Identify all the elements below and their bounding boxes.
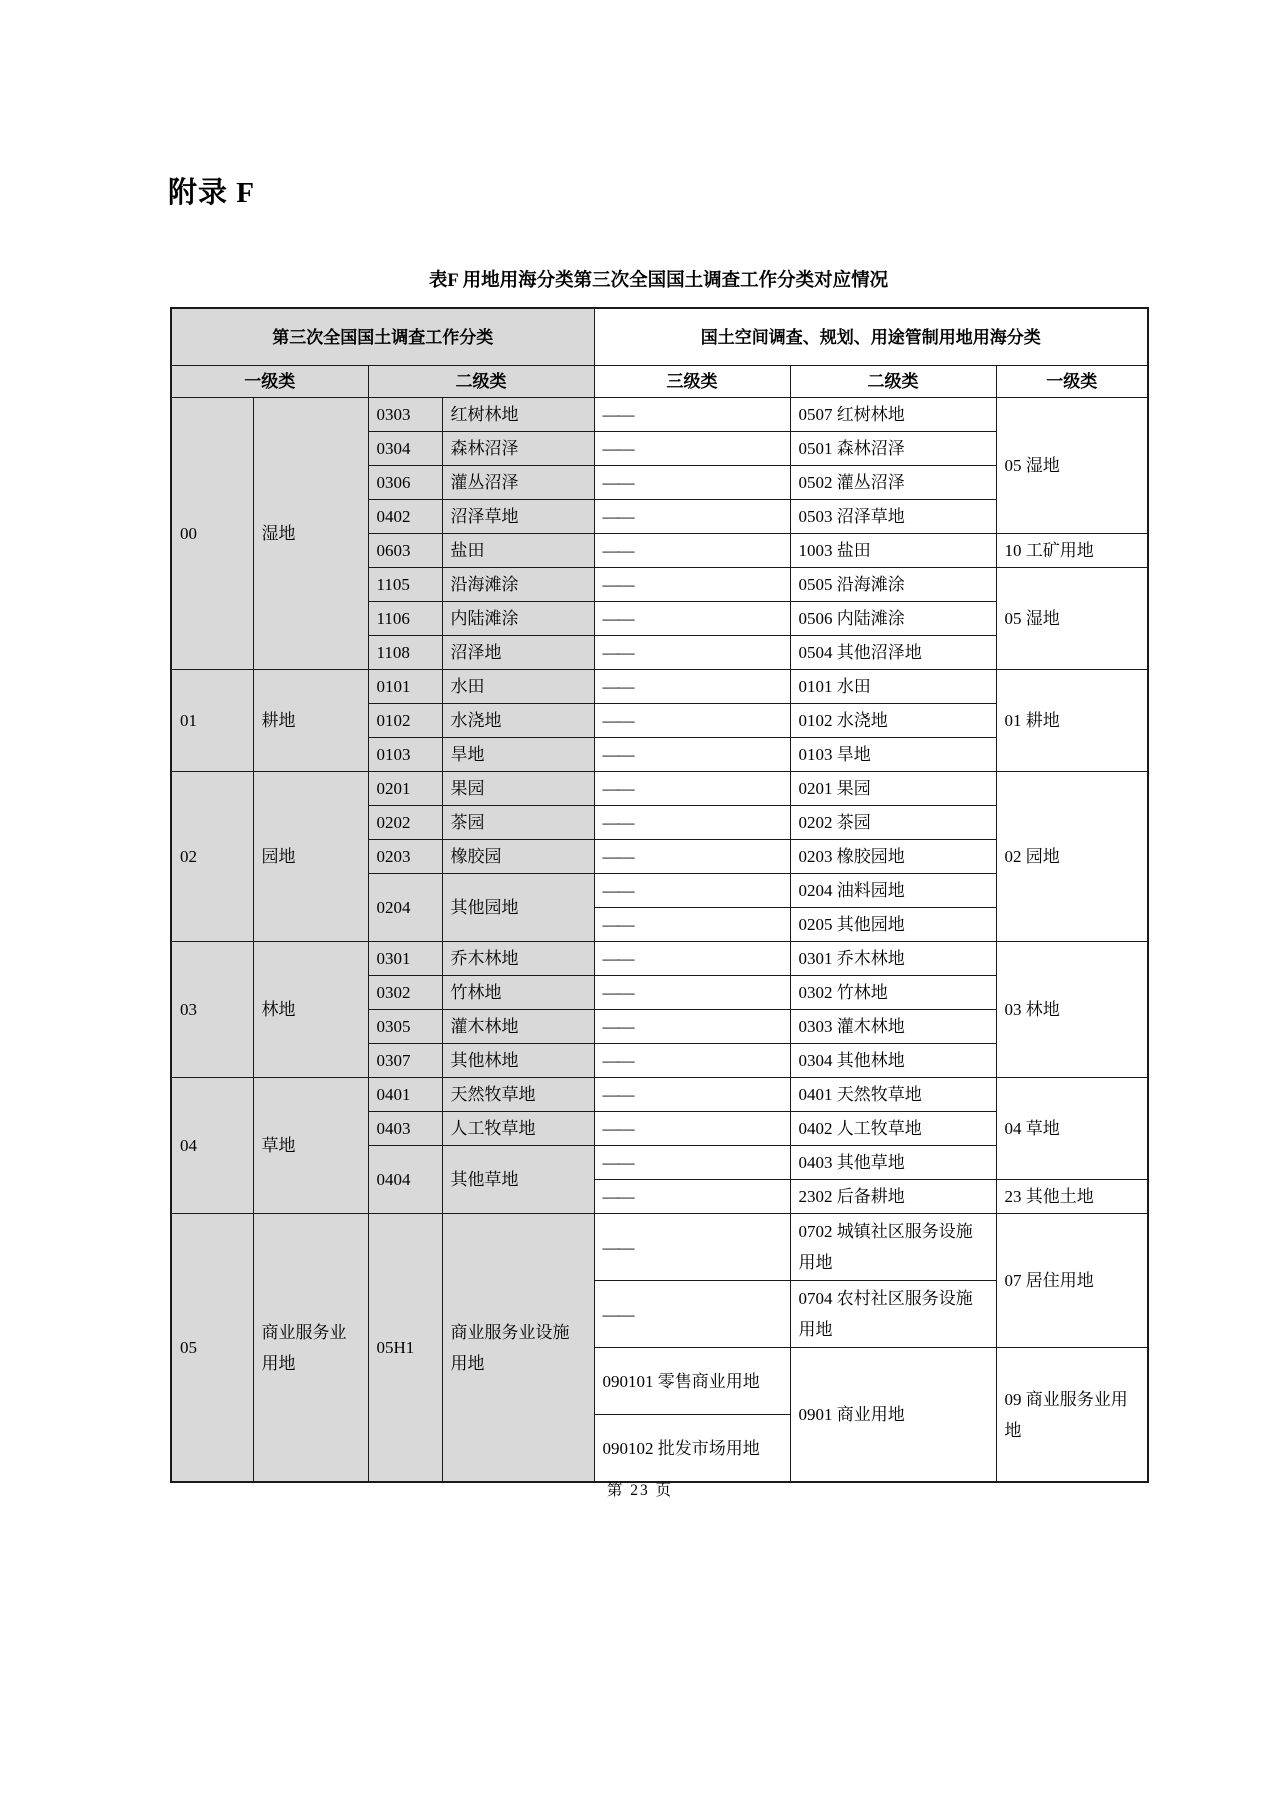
cell: 0506 内陆滩涂 <box>790 602 996 636</box>
cell: 乔木林地 <box>442 942 594 976</box>
cell: —— <box>594 500 790 534</box>
cell: 红树林地 <box>442 398 594 432</box>
cell: 0403 <box>368 1112 442 1146</box>
cell: —— <box>594 568 790 602</box>
cell: 23 其他土地 <box>996 1180 1148 1214</box>
cell: 07 居住用地 <box>996 1214 1148 1348</box>
cell: —— <box>594 772 790 806</box>
table-row <box>171 942 1148 976</box>
cell: 人工牧草地 <box>442 1112 594 1146</box>
cell: 盐田 <box>442 534 594 568</box>
cell: 0101 水田 <box>790 670 996 704</box>
cell: 0204 <box>368 874 442 942</box>
cell: 03 <box>171 942 253 1078</box>
cell: 09 商业服务业用地 <box>996 1348 1148 1483</box>
cell: 0702 城镇社区服务设施用地 <box>790 1214 996 1281</box>
cell: 0603 <box>368 534 442 568</box>
cell: 00 <box>171 398 253 670</box>
cell: 0302 <box>368 976 442 1010</box>
cell: 0306 <box>368 466 442 500</box>
cell: —— <box>594 398 790 432</box>
appendix-title: 附录 F <box>168 177 255 209</box>
cell: 湿地 <box>253 398 368 670</box>
cell: —— <box>594 466 790 500</box>
cell: —— <box>594 432 790 466</box>
cell: 0504 其他沼泽地 <box>790 636 996 670</box>
cell: 沼泽地 <box>442 636 594 670</box>
cell: 茶园 <box>442 806 594 840</box>
cell: 0202 <box>368 806 442 840</box>
header-columns-row <box>171 366 1148 398</box>
cell: 1105 <box>368 568 442 602</box>
cell: 0102 <box>368 704 442 738</box>
header-left-group: 第三次全国国土调查工作分类 <box>171 308 594 366</box>
cell: —— <box>594 534 790 568</box>
col-header-level1-right: 一级类 <box>996 366 1148 398</box>
classification-table <box>170 307 1149 1483</box>
cell: —— <box>594 704 790 738</box>
cell: 商业服务业设施用地 <box>442 1214 594 1483</box>
page-number: 第 23 页 <box>606 1482 674 1499</box>
cell: —— <box>594 806 790 840</box>
cell: 0502 灌丛沼泽 <box>790 466 996 500</box>
cell: 0203 橡胶园地 <box>790 840 996 874</box>
cell: —— <box>594 1112 790 1146</box>
cell: 0403 其他草地 <box>790 1146 996 1180</box>
cell: 0203 <box>368 840 442 874</box>
cell: 水浇地 <box>442 704 594 738</box>
cell: —— <box>594 1146 790 1180</box>
header-right-group: 国土空间调查、规划、用途管制用地用海分类 <box>594 308 1148 366</box>
table-row <box>171 670 1148 704</box>
cell: 草地 <box>253 1078 368 1214</box>
cell: 05 湿地 <box>996 568 1148 670</box>
cell: 02 <box>171 772 253 942</box>
cell: 橡胶园 <box>442 840 594 874</box>
cell: —— <box>594 636 790 670</box>
cell: 0201 果园 <box>790 772 996 806</box>
cell: 1003 盐田 <box>790 534 996 568</box>
cell: 05 <box>171 1214 253 1483</box>
cell: —— <box>594 670 790 704</box>
cell: 其他林地 <box>442 1044 594 1078</box>
cell: 0304 其他林地 <box>790 1044 996 1078</box>
cell: 0401 <box>368 1078 442 1112</box>
cell: 林地 <box>253 942 368 1078</box>
table-caption: 表F 用地用海分类第三次全国国土调查工作分类对应情况 <box>428 271 889 291</box>
cell: 02 园地 <box>996 772 1148 942</box>
table-row <box>171 1214 1148 1281</box>
cell: 2302 后备耕地 <box>790 1180 996 1214</box>
cell: 05H1 <box>368 1214 442 1483</box>
cell: 内陆滩涂 <box>442 602 594 636</box>
cell: 0202 茶园 <box>790 806 996 840</box>
cell: 0505 沿海滩涂 <box>790 568 996 602</box>
cell: 0304 <box>368 432 442 466</box>
table-row <box>171 1078 1148 1112</box>
col-header-level1-left: 一级类 <box>171 366 368 398</box>
cell: 其他园地 <box>442 874 594 942</box>
cell: 0201 <box>368 772 442 806</box>
cell: —— <box>594 738 790 772</box>
cell: 耕地 <box>253 670 368 772</box>
cell: 090101 零售商业用地 <box>594 1348 790 1415</box>
cell: 0307 <box>368 1044 442 1078</box>
cell: 04 草地 <box>996 1078 1148 1180</box>
cell: 灌木林地 <box>442 1010 594 1044</box>
cell: —— <box>594 1281 790 1348</box>
cell: 04 <box>171 1078 253 1214</box>
cell: 0503 沼泽草地 <box>790 500 996 534</box>
cell: 0303 灌木林地 <box>790 1010 996 1044</box>
cell: —— <box>594 1078 790 1112</box>
cell: 灌丛沼泽 <box>442 466 594 500</box>
cell: 0204 油料园地 <box>790 874 996 908</box>
cell: 0301 乔木林地 <box>790 942 996 976</box>
cell: 0205 其他园地 <box>790 908 996 942</box>
table-row <box>171 772 1148 806</box>
cell: 0507 红树林地 <box>790 398 996 432</box>
cell: 0402 人工牧草地 <box>790 1112 996 1146</box>
cell: 0401 天然牧草地 <box>790 1078 996 1112</box>
cell: 竹林地 <box>442 976 594 1010</box>
cell: 天然牧草地 <box>442 1078 594 1112</box>
cell: 沿海滩涂 <box>442 568 594 602</box>
cell: 沼泽草地 <box>442 500 594 534</box>
cell: 0402 <box>368 500 442 534</box>
cell: —— <box>594 908 790 942</box>
cell: 01 <box>171 670 253 772</box>
cell: 0301 <box>368 942 442 976</box>
cell: —— <box>594 1010 790 1044</box>
cell: 0305 <box>368 1010 442 1044</box>
cell: 0103 <box>368 738 442 772</box>
cell: 0404 <box>368 1146 442 1214</box>
table-row <box>171 398 1148 432</box>
header-group-row <box>171 308 1148 366</box>
cell: —— <box>594 942 790 976</box>
cell: 0102 水浇地 <box>790 704 996 738</box>
cell: 1108 <box>368 636 442 670</box>
cell: —— <box>594 976 790 1010</box>
cell: —— <box>594 840 790 874</box>
cell: 05 湿地 <box>996 398 1148 534</box>
col-header-level2-left: 二级类 <box>368 366 594 398</box>
cell: 0103 旱地 <box>790 738 996 772</box>
cell: —— <box>594 602 790 636</box>
cell: 0302 竹林地 <box>790 976 996 1010</box>
cell: 商业服务业用地 <box>253 1214 368 1483</box>
cell: —— <box>594 874 790 908</box>
cell: —— <box>594 1044 790 1078</box>
cell: 0303 <box>368 398 442 432</box>
cell: 旱地 <box>442 738 594 772</box>
cell: 1106 <box>368 602 442 636</box>
cell: 森林沼泽 <box>442 432 594 466</box>
cell: 果园 <box>442 772 594 806</box>
cell: 其他草地 <box>442 1146 594 1214</box>
col-header-level3-right: 三级类 <box>594 366 790 398</box>
cell: 0501 森林沼泽 <box>790 432 996 466</box>
cell: 水田 <box>442 670 594 704</box>
cell: 园地 <box>253 772 368 942</box>
cell: 0101 <box>368 670 442 704</box>
col-header-level2-right: 二级类 <box>790 366 996 398</box>
classification-table-wrap <box>170 307 1147 1483</box>
cell: 090102 批发市场用地 <box>594 1415 790 1483</box>
cell: —— <box>594 1180 790 1214</box>
cell: —— <box>594 1214 790 1281</box>
cell: 0901 商业用地 <box>790 1348 996 1483</box>
cell: 0704 农村社区服务设施用地 <box>790 1281 996 1348</box>
cell: 10 工矿用地 <box>996 534 1148 568</box>
cell: 03 林地 <box>996 942 1148 1078</box>
cell: 01 耕地 <box>996 670 1148 772</box>
